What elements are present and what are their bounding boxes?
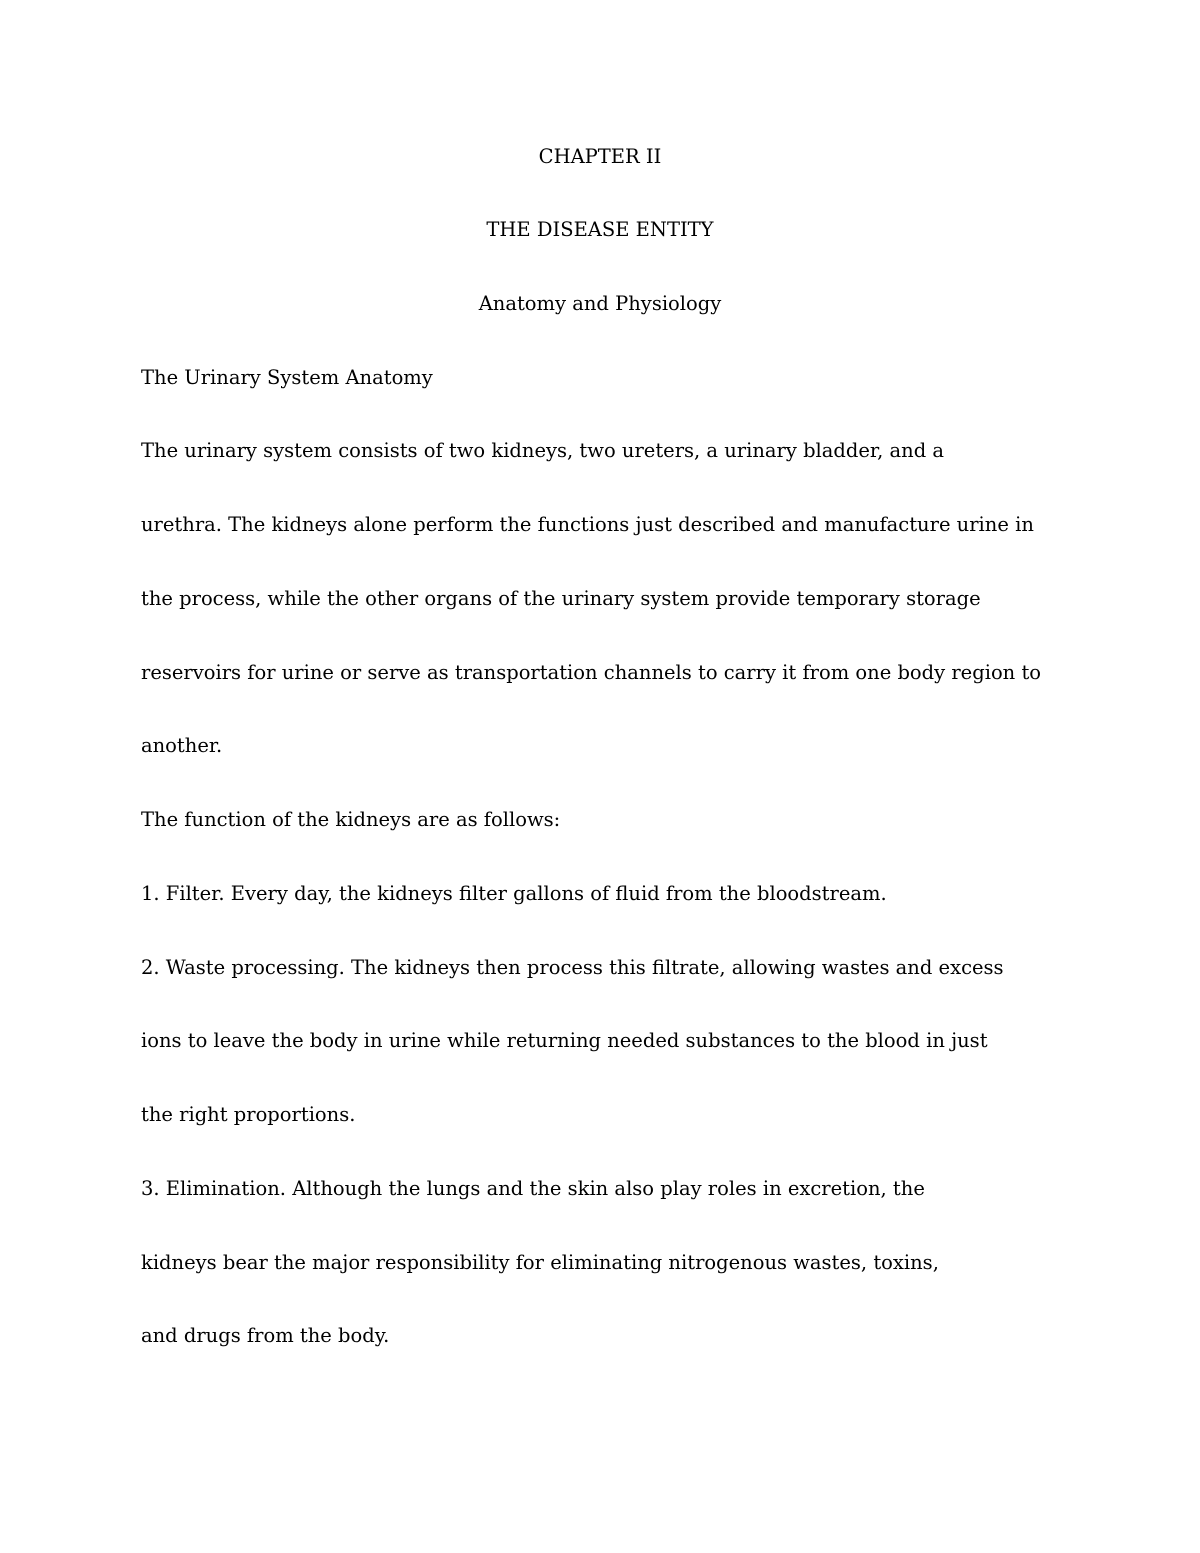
chapter-heading: CHAPTER II [538,145,662,168]
section-heading: Anatomy and Physiology [478,292,722,315]
list-item-filter: 1. Filter. Every day, the kidneys filter gallons of fluid from the bloodstream. [141,882,887,905]
paragraph-line: reservoirs for urine or serve as transportation channels to carry it from one body region to [141,661,1042,684]
paragraph-line: urethra. The kidneys alone perform the functions just described and manufacture urine in [141,513,1034,536]
list-item-waste-processing-continued: the right proportions. [141,1103,356,1126]
list-item-elimination-continued: kidneys bear the major responsibility for eliminating nitrogenous wastes, toxins, [141,1251,939,1274]
subsection-heading: The Urinary System Anatomy [141,366,433,389]
paragraph-line: another. [141,734,223,757]
list-item-elimination-continued: and drugs from the body. [141,1324,390,1347]
functions-heading: The function of the kidneys are as follows: [141,808,561,831]
list-item-waste-processing: 2. Waste processing. The kidneys then process this filtrate, allowing wastes and excess [141,956,1004,979]
chapter-title: THE DISEASE ENTITY [486,218,714,241]
list-item-waste-processing-continued: ions to leave the body in urine while returning needed substances to the blood in just [141,1029,988,1052]
paragraph-line: The urinary system consists of two kidneys, two ureters, a urinary bladder, and a [141,439,944,462]
paragraph-line: the process, while the other organs of the urinary system provide temporary storage [141,587,981,610]
list-item-elimination: 3. Elimination. Although the lungs and the skin also play roles in excretion, the [141,1177,925,1200]
